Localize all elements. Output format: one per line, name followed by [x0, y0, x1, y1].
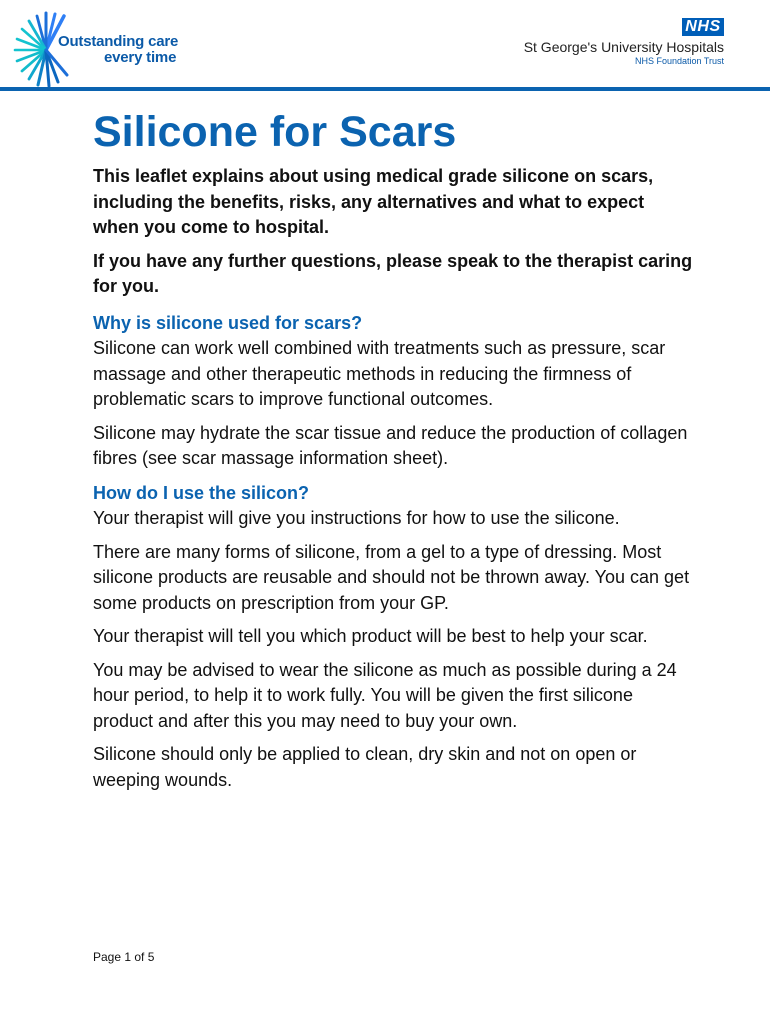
header-divider [0, 87, 770, 91]
section-paragraph: Silicone should only be applied to clean, dry skin and not on open or weeping wounds. [93, 744, 637, 790]
section-paragraph: There are many forms of silicone, from a gel to a type of dressing. Most silicone products are reusable and should not be thrown away. You can get some products on prescription from your GP. [93, 541, 690, 613]
section-how-to-use [93, 481, 693, 794]
section-paragraph: Your therapist will tell you which product will be best to help your scar. [93, 626, 648, 646]
section-paragraph: You may be advised to wear the silicone as much as possible during a 24 hour period, to help it to work fully. You will be given the first silicone product and after this you may need to buy your own. [93, 659, 677, 731]
trust-name: St George's University Hospitals [523, 39, 724, 55]
trust-subtitle: NHS Foundation Trust [634, 56, 724, 66]
leaflet-body [93, 108, 693, 793]
tagline-line-2: every time [104, 49, 177, 66]
section-paragraph: Silicone may hydrate the scar tissue and reduce the production of collagen fibres (see scar massage information sheet). [93, 422, 688, 468]
section-paragraph: Your therapist will give you instructions for how to use the silicone. [93, 508, 620, 528]
section-paragraph: Silicone can work well combined with treatments such as pressure, scar massage and other therapeutic methods in reducing the firmness of problematic scars to improve functional outcomes. [93, 338, 666, 409]
tagline-line-1: Outstanding care [58, 33, 179, 50]
section-heading: How do I use the silicon? [93, 482, 310, 503]
page-header [0, 0, 770, 96]
questions-note: If you have any further questions, please speak to the therapist caring for you. [93, 250, 693, 296]
page-title: Silicone for Scars [93, 108, 457, 156]
intro-paragraph: This leaflet explains about using medical grade silicone on scars, including the benefits, risks, any alternatives and what to expect when you come to hospital. [93, 166, 654, 237]
section-why-silicone [93, 311, 693, 472]
section-heading: Why is silicone used for scars? [93, 312, 363, 333]
nhs-logo-badge: NHS [682, 18, 724, 36]
page-number: Page 1 of 5 [93, 950, 155, 964]
tagline [58, 34, 178, 66]
